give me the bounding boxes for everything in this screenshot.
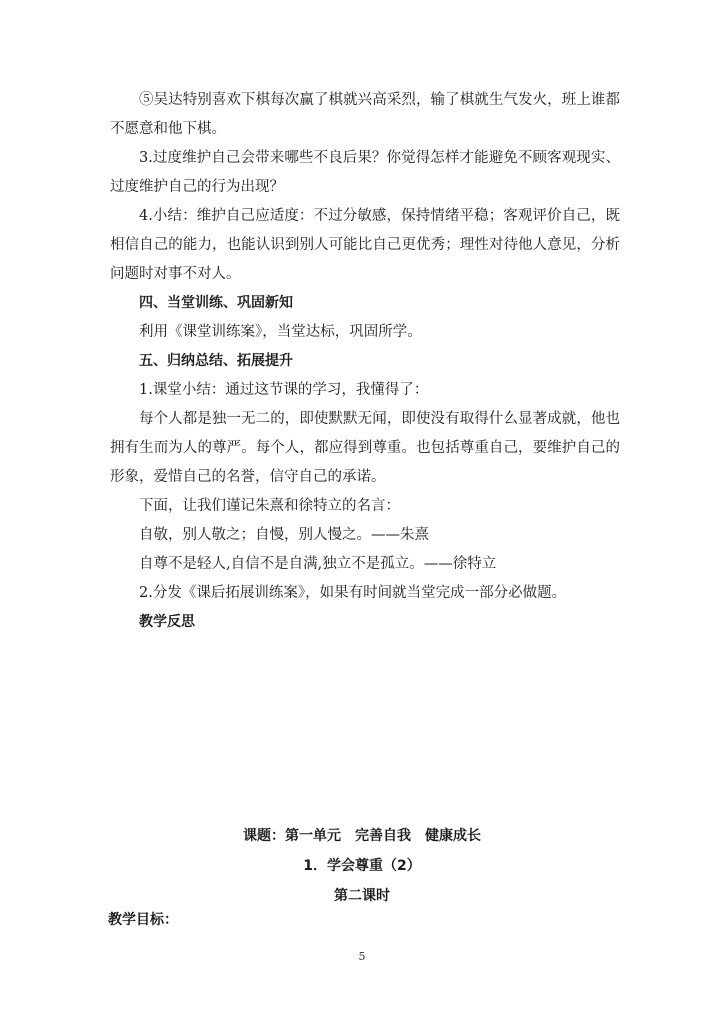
paragraph-class-summary: 1.课堂小结：通过这节课的学习，我懂得了： [139,382,429,398]
paragraph-summary-4: 4.小结：维护自己应适度：不过分敏感，保持情绪平稳；客观评价自己，既相信自己的能力，也能认识到别人可能比自己更优秀；理性对待他人意见，分析问题时对事不对人。 [110,208,620,282]
lesson-title: 课题：第一单元 完善自我 健康成长 [243,828,481,844]
paragraph-summary-body: 每个人都是独一无二的，即使默默无闻，即使没有取得什么显著成就，他也拥有生而为人的尊严。每个人，都应得到尊重。也包括尊重自己，要维护自己的形象，爱惜自己的名誉，信守自己的承诺。 [110,411,620,485]
paragraph-question-3: 3.过度维护自己会带来哪些不良后果？你觉得怎样才能避免不顾客观现实、过度维护自己的行为出现？ [110,150,620,195]
section-heading-5: 五、归纳总结、拓展提升 [139,353,293,369]
teaching-objectives-label: 教学目标： [108,912,178,928]
lesson-period: 第二课时 [334,888,390,904]
paragraph-quote-intro: 下面，让我们谨记朱熹和徐特立的名言： [139,498,400,514]
paragraph-item5: ⑤吴达特别喜欢下棋每次赢了棋就兴高采烈，输了棋就生气发火，班上谁都不愿意和他下棋。 [110,92,620,137]
page-number: 5 [358,950,366,963]
quote-zhuxi: 自敬，别人敬之；自慢，别人慢之。——朱熹 [139,527,429,543]
section-heading-4: 四、当堂训练、巩固新知 [139,295,293,311]
quote-xuteli: 自尊不是轻人,自信不是自满,独立不是孤立。——徐特立 [139,556,497,572]
teaching-reflection-heading: 教学反思 [139,614,195,630]
paragraph-practice: 利用《课堂训练案》，当堂达标，巩固所学。 [139,324,422,340]
lesson-subtitle: 1．学会尊重（2） [303,858,421,874]
paragraph-homework: 2.分发《课后拓展训练案》，如果有时间就当堂完成一部分必做题。 [139,585,567,601]
